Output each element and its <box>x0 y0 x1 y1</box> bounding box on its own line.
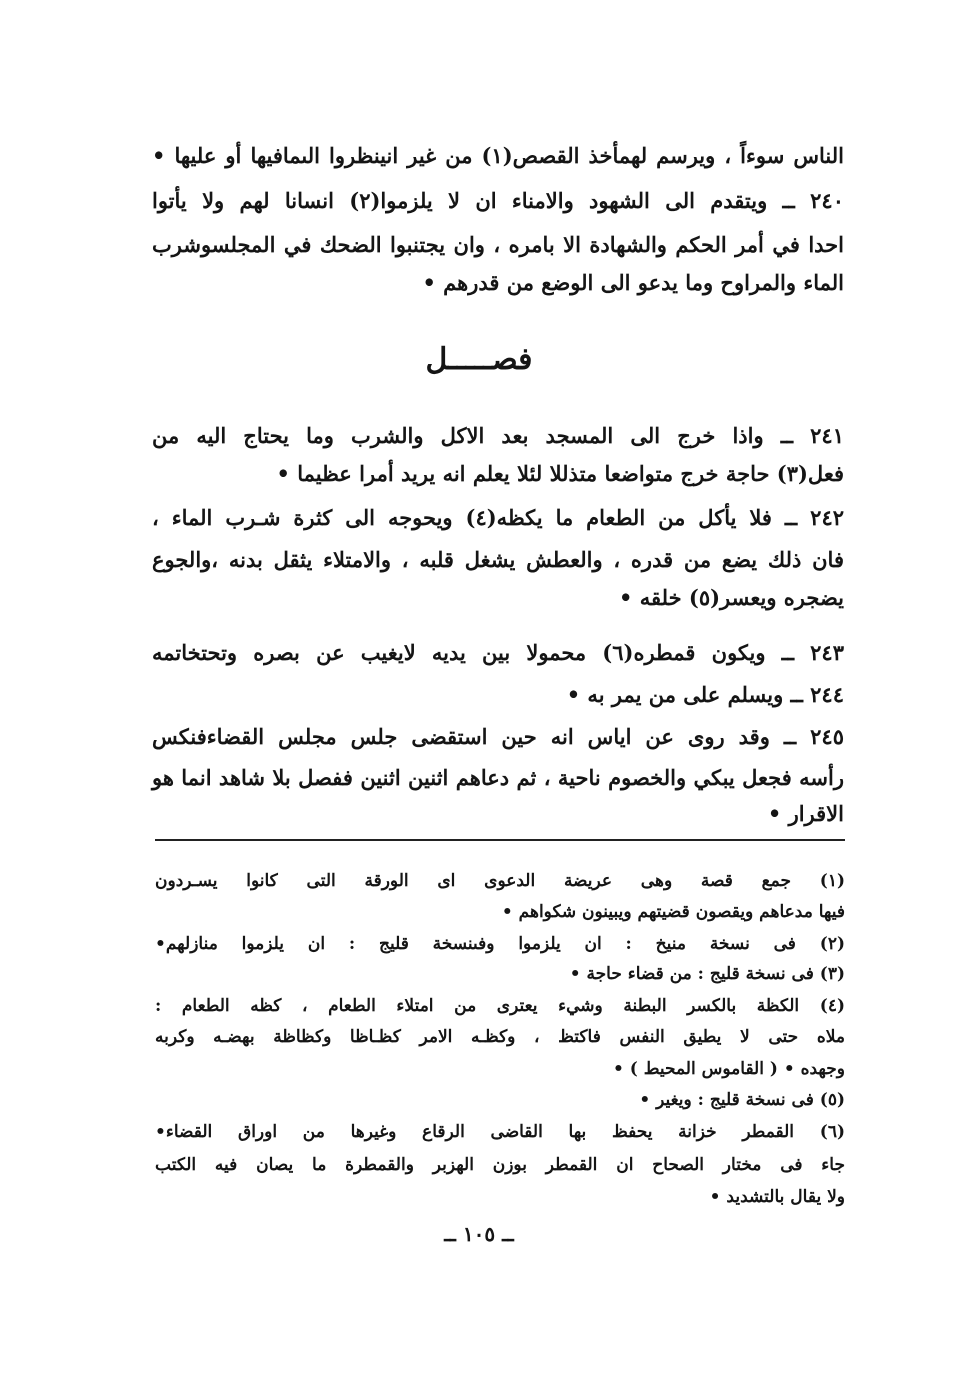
text-line: ٢٤٢ ــ فلا يأكل من الطعام ما يكظه(٤) ويحوجه الى كثرة شـرب الماء ، <box>152 505 845 530</box>
footnote-divider <box>155 839 845 841</box>
text-line: الاقرار • <box>767 801 844 826</box>
text-line: احدا في أمر الحكم والشهادة الا بامره ، وان يجتنبوا الضحك في المجلسوشرب <box>152 232 844 257</box>
footnote-line: فيها مدعاهم ويقصون قضيتهم ويبينون شكواهم • <box>501 902 845 922</box>
text-line: يضجره ويعسر(٥) خلقه • <box>619 585 844 610</box>
text-line: فعل(٣) حاجة خرج متواضعا متذللا لئلا يعلم انه يريد أمرا عظيما • <box>276 461 844 486</box>
footnote-line: وجهده • ( القاموس المحيط ) • <box>612 1059 845 1079</box>
footnote-line: (٥) فى نسخة قليج : ويغير • <box>639 1090 845 1110</box>
section-heading: فصـــــل <box>425 342 533 377</box>
text-line: رأسه فجعل يبكي والخصوم ناحية ، ثم دعاهم اثنين اثنين ففصل بلا شاهد انما هو <box>152 765 844 790</box>
footnote-line: (٦) القمطر خزانة يحفظ بها القاضى الرقاع وغيرها من اوراق القضاء• <box>155 1122 845 1142</box>
footnote-line: (١) جمع قصة وهى عريضة الدعوى اى الورقة التى كانوا يسـردون <box>155 871 845 891</box>
page-number: ــ ١٠٥ ــ <box>444 1222 514 1246</box>
text-line: ٢٤١ ــ واذا خرج الى المسجد بعد الاكل والشرب وما يحتاج اليه من <box>152 423 844 448</box>
text-line: ٢٤٤ ــ ويسلم على من يمر به • <box>566 682 844 707</box>
text-line: ٢٤٣ ــ ويكون قمطره(٦) محمولا بين يديه لايغيب عن بصره وتحتخاتمه <box>152 640 844 665</box>
text-line: الماء والمراوح وما يدعو الى الوضع من قدرهم • <box>422 270 844 295</box>
text-line: ٢٤٠ ــ ويتقدم الى الشهود والامناء ان لا يلزموا(٢) انسانا لهم ولا يأتوا <box>152 188 844 213</box>
footnote-line: (٤) الكظة بالكسر البطنة وشيء يعترى من امتلاء الطعام ، كظه الطعام : <box>155 996 845 1016</box>
footnote-line: (٣) فى نسخة قليج : من قضاء حاجة • <box>569 964 845 984</box>
footnote-line: جاء فى مختار الصحاح ان القمطر بوزن الهزبر والقمطرة ما يصان فيه الكتب <box>155 1155 845 1175</box>
footnote-line: ولا يقال بالتشديد • <box>709 1187 845 1207</box>
footnote-line: ملاه حتى لا يطيق النفس فاكتظ ، وكظـه الامر كظـاظا وكظاظة بهضـه وكربه <box>155 1027 845 1047</box>
text-line: ٢٤٥ ــ وقد روى عن اياس انه حين استقضى جلس مجلس القضاءفنكس <box>152 724 844 749</box>
footnote-line: (٢) فى نسخة منيخ : ان يلزموا وفىنسخة قليج : ان يلزموا منازلهم• <box>155 934 845 954</box>
text-line: الناس سوءاً ، ويرسم لهمأخذ القصص(١) من غير انينظروا الىمافيها أو عليها • <box>152 143 844 168</box>
text-line: فان ذلك يضع من قدره ، والعطش يشغل قلبه ، والامتلاء يثقل بدنه ،والجوع <box>152 547 844 572</box>
